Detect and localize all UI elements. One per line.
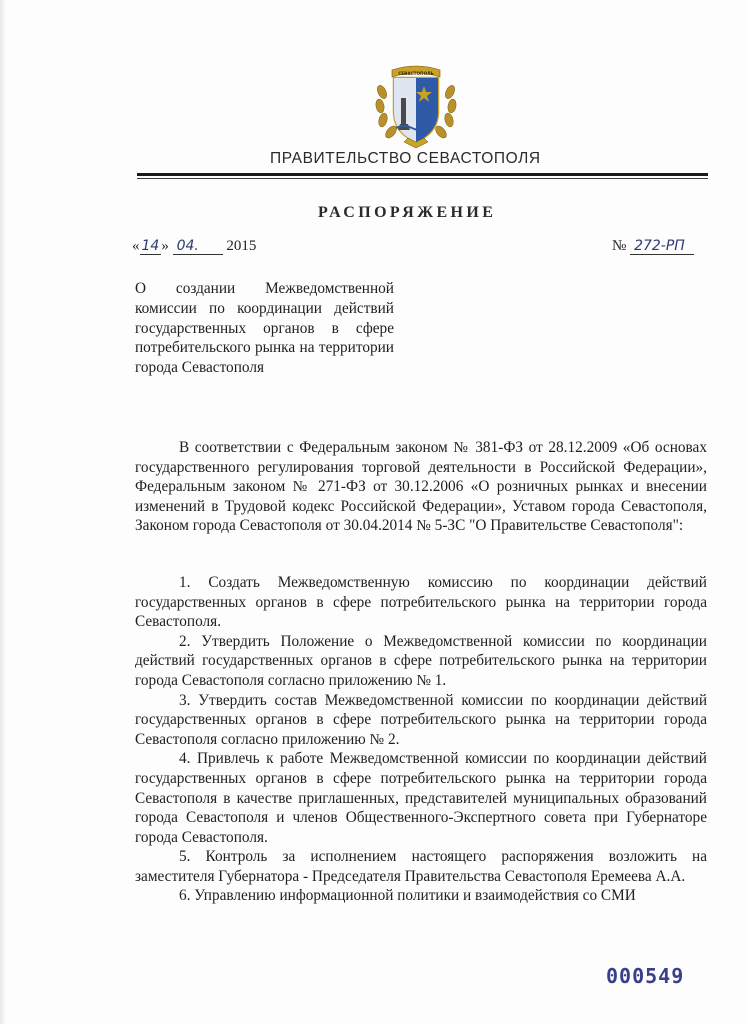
serial-number-stamp: 000549 bbox=[606, 964, 685, 988]
number-sign: № bbox=[612, 238, 627, 254]
document-date bbox=[132, 238, 256, 255]
date-quote-open: « bbox=[132, 238, 140, 254]
order-item-6: 6. Управлению информационной политики и взаимодействия со СМИ bbox=[179, 887, 636, 905]
sevastopol-coat-of-arms bbox=[374, 62, 458, 150]
order-item-5: 5. Контроль за исполнением настоящего распоряжения возложить на заместителя Губернатора - Председателя Правительства Севастополя Еремеева А.А. bbox=[135, 848, 707, 885]
order-item-1: 1. Создать Межведомственную комиссию по координации действий государственных органов в сфере потребительского рынка на территории города Севастополя. bbox=[135, 573, 707, 631]
date-day-handwritten: 14 bbox=[141, 238, 160, 254]
number-handwritten: 272-РП bbox=[630, 238, 694, 255]
date-month-handwritten: 04. bbox=[173, 238, 223, 255]
preamble-paragraph: В соответствии с Федеральным законом № 381-ФЗ от 28.12.2009 «Об основах государственного регулирования торговой деятельности в Российской Федерации», Федеральным законом № 271-ФЗ от 30.12.2006 «О розничных рынках и внесении изменений в Трудовой кодекс Российской Федерации», Уставом города Севастополя, Законом города Севастополя от 30.04.2014 № 5-ЗС "О Правительстве Севастополя": bbox=[135, 439, 707, 535]
order-item-2: 2. Утвердить Положение о Межведомственной комиссии по координации действий государственных органов в сфере потребительского рынка на территории города Севастополя согласно приложению № 1. bbox=[135, 632, 707, 689]
government-title: ПРАВИТЕЛЬСТВО СЕВАСТОПОЛЯ bbox=[270, 150, 541, 167]
order-item-4: 4. Привлечь к работе Межведомственной комиссии по координации действий государственных органов в сфере потребительского рынка на территории города Севастополя в качестве приглашенных, представителей муниципальных образований города Севастополя и членов Общественного-Экспертного совета при Губернаторе города Севастополя. bbox=[135, 750, 707, 846]
date-quote-close: » bbox=[161, 238, 169, 254]
page-edge-shadow bbox=[0, 0, 6, 1024]
document-subject: О создании Межведомственной комиссии по координации действий государственных органов в сфере потребительского рынка на территории города Севастополя bbox=[135, 280, 394, 377]
header-rule-thin bbox=[137, 178, 708, 179]
crest-banner-text: СЕВАСТОПОЛЬ bbox=[398, 71, 434, 76]
date-year: 2015 bbox=[226, 238, 257, 254]
document-body bbox=[135, 438, 707, 906]
order-item-3: 3. Утвердить состав Межведомственной комиссии по координации действий государственных органов в сфере потребительского рынка на территории города Севастополя согласно приложению № 2. bbox=[135, 691, 707, 748]
document-number bbox=[612, 238, 694, 255]
document-type-heading: РАСПОРЯЖЕНИЕ bbox=[318, 204, 497, 221]
header-rule-thick bbox=[137, 173, 708, 176]
